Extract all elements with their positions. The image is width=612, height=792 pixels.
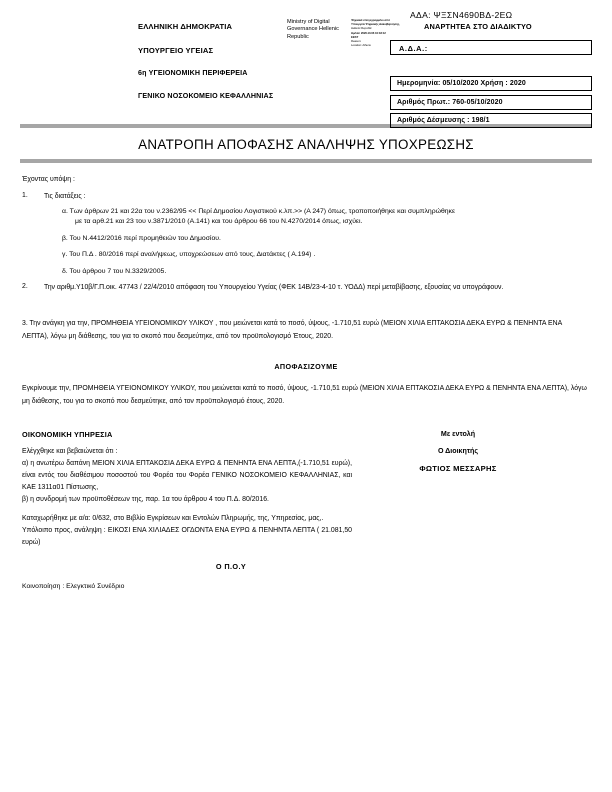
info-box-protocol-number: Αριθμός Πρωτ.: 760-05/10/2020	[390, 95, 592, 110]
signature-stamp-line-1: Ψηφιακά υπογεγραμμένο από	[351, 18, 390, 22]
document-body	[0, 163, 612, 590]
org-line-3: 6η ΥΓΕΙΟΝΟΜΙΚΗ ΠΕΡΙΦΕΡΕΙΑ	[138, 69, 248, 77]
decision-heading: ΑΠΟΦΑΣΙΖΟΥΜΕ	[274, 361, 338, 371]
signature-stamp-line-3: Hellenic Republic	[351, 26, 372, 31]
page-title: ΑΝΑΤΡΟΠΗ ΑΠΟΦΑΣΗΣ ΑΝΑΛΗΨΗΣ ΥΠΟΧΡΕΩΣΗΣ	[138, 137, 474, 152]
signatory-name: ΦΩΤΙΟΣ ΜΕΣΣΑΡΗΣ	[419, 464, 497, 474]
org-line-2: ΥΠΟΥΡΓΕΙΟ ΥΓΕΙΑΣ	[138, 45, 214, 55]
signatory-role: Ο Διοικητής	[437, 447, 479, 456]
pou-heading: Ο Π.Ο.Υ	[215, 562, 247, 572]
finance-check-line: Ελέγχθηκε και βεβαιώνεται ότι :	[22, 448, 118, 456]
ada-entry-box	[390, 40, 592, 55]
finance-clause-b: β) η συνδρομή των προϋποθέσεων της, παρ. 1α του άρθρου 4 του Π.Δ. 80/2016.	[22, 495, 269, 503]
ministry-english-label: Ministry of Digital Governance Hellenic Republic	[287, 19, 339, 40]
approval-text: Εγκρίνουμε την, ΠΡΟΜΗΘΕΙΑ ΥΓΕΙΟΝΟΜΙΚΟΥ ΥΛΙΚΟΥ, που μειώνεται κατά το ποσό, ύψους, -1.710,51 ευρώ (ΜΕΙΟΝ ΧΙΛΙΑ ΕΠΤΑΚΟΣΙΑ ΔΕΚΑ ΕΥΡΩ & ΠΕΝΗΝΤΑ ΕΝΑ ΛΕΠΤΑ), λόγω μη διάθεσης, του για το σκοπό που δεσμεύτηκε, από τον προϋπολογισμό έτους, 2020.	[22, 384, 587, 405]
ada-code-value: ΨΞΣΝ4690ΒΔ-2ΕΩ	[433, 10, 513, 20]
ada-code-label: ΑΔΑ:	[410, 10, 431, 20]
signature-stamp-line-6: Reason:	[351, 39, 362, 44]
body-spacer	[22, 298, 590, 318]
list-item-1-number: 1.	[22, 191, 28, 199]
signature-stamp-line-2: Υπουργείο Ψηφιακής Διακυβέρνησης,	[351, 22, 400, 27]
info-box-group	[390, 76, 592, 132]
document-header	[0, 0, 612, 125]
signature-stamp-line-5: EEST	[351, 34, 359, 39]
ada-code	[410, 10, 512, 20]
organization-block	[138, 22, 288, 114]
finance-spacer	[22, 506, 352, 513]
signature-stamp-line-4: Ημ/νία: 2020.10.06 10:18:12	[351, 30, 386, 35]
list-item-1	[22, 192, 590, 202]
list-item-2-number: 2.	[22, 283, 28, 291]
preamble-text: Έχοντας υπόψη :	[22, 176, 75, 183]
info-box-date: Ημερομηνία: 05/10/2020 Χρήση : 2020	[390, 76, 592, 91]
org-line-4: ΓΕΝΙΚΟ ΝΟΣΟΚΟΜΕΙΟ ΚΕΦΑΛΛΗΝΙΑΣ	[138, 91, 274, 100]
finance-clause-a: α) η ανωτέρω δαπάνη ΜΕΙΟΝ ΧΙΛΙΑ ΕΠΤΑΚΟΣΙΑ ΔΕΚΑ ΕΥΡΩ & ΠΕΝΗΝΤΑ ΕΝΑ ΛΕΠΤΑ,(-1.710,51 ευρώ), είναι εντός του διαθέσιμου ποσοστού του Φορέα του Φορέα ΓΕΝΙΚΟ ΝΟΣΟΚΟΜΕΙΟ ΚΕΦΑΛΛΗΝΙΑΣ, και ΚΑΕ 1311α01 Πίστωσης,	[22, 460, 352, 492]
org-line-1: ΕΛΛΗΝΙΚΗ ΔΗΜΟΚΡΑΤΙΑ	[138, 22, 233, 31]
signatory-by-order: Με εντολή	[440, 430, 476, 439]
signatory-column	[352, 430, 590, 548]
info-box-commitment-number: Αριθμός Δέσμευσης : 198/1	[390, 113, 592, 128]
finance-service-heading: ΟΙΚΟΝΟΜΙΚΗ ΥΠΗΡΕΣΙΑ	[22, 430, 113, 440]
finance-service-column	[22, 430, 352, 548]
signature-stamp-line-7: Location: Athens	[351, 43, 371, 48]
list-item-2	[22, 283, 590, 293]
list-subitem-a	[62, 207, 590, 228]
list-item-2-text: Την αριθμ.Υ10β/Γ.Π.οικ. 47743 / 22/4/2010 απόφαση του Υπουργείου Υγείας (ΦΕΚ 14Β/23-4-10 τ. ΥΟΔΔ) περί μεταβίβασης, εξουσίας να υπογράφουν.	[44, 284, 504, 292]
list-subitem-a-text: α. Των άρθρων 21 και 22α του ν.2362/95 << Περί Δημοσίου Λογιστικού κ.λπ.>> (Α 247) όπως, τροποποιήθηκε και συμπληρώθηκε	[62, 208, 456, 216]
list-item-1-text: Τις διατάξεις :	[44, 192, 86, 200]
list-item-3-text: 3. Την ανάγκη για την, ΠΡΟΜΗΘΕΙΑ ΥΓΕΙΟΝΟΜΙΚΟΥ ΥΛΙΚΟΥ , που μειώνεται κατά το ποσό, ύψους, -1.710,51 ευρώ (ΜΕΙΟΝ ΧΙΛΙΑ ΕΠΤΑΚΟΣΙΑ ΔΕΚΑ ΕΥΡΩ & ΠΕΝΗΝΤΑ ΕΝΑ ΛΕΠΤΑ), λόγω μη διάθεσης, του για το σκοπό που δεσμεύτηκε, από τον προϋπολογισμό Έτους, 2020.	[22, 320, 562, 341]
finance-registration-line: Καταχωρήθηκε με α/α: 0/632, στο Βιβλίο Εγκρίσεων και Εντολών Πληρωμής, της, Υπηρεσίας, μας,.	[22, 514, 324, 522]
anartitea-notice: ΑΝΑΡΤΗΤΕΑ ΣΤΟ ΔΙΑΔΙΚΤΥΟ	[424, 22, 532, 31]
list-subitem-a-continuation: με τα αρθ.21 και 23 του ν.3871/2010 (Α.141) και του άρθρου 66 του Ν.4270/2014 όπως, ισχύει.	[75, 218, 363, 226]
list-subitem-b: β. Του Ν.4412/2016 περί προμηθειών του Δημοσίου.	[62, 234, 221, 242]
signature-columns	[22, 430, 590, 548]
list-subitem-c: γ. Του Π.Δ . 80/2016 περί αναλήψεως, υποχρεώσεων από τους, Διατάκτες ( Α.194) .	[62, 251, 316, 259]
notification-line: Κοινοποίηση : Ελεγκτικό Συνέδριο	[22, 583, 125, 591]
finance-balance-line: Υπόλοιπο προς, ανάληψη : ΕΙΚΟΣΙ ΕΝΑ ΧΙΛΙΑΔΕΣ ΟΓΔΟΝΤΑ ΕΝΑ ΕΥΡΩ & ΠΕΝΗΝΤΑ ΛΕΠΤΑ ( 21.081,50 ευρώ)	[22, 526, 352, 546]
list-subitem-d: δ. Του άρθρου 7 του Ν.3329/2005.	[62, 267, 167, 275]
ada-entry-label: Α.Δ.Α.:	[399, 44, 428, 53]
